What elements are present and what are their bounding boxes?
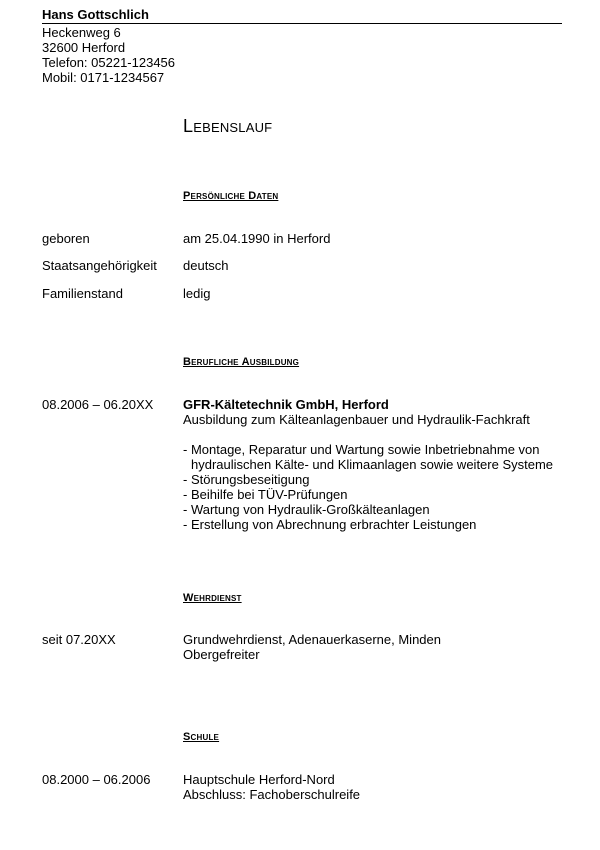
school-line: Hauptschule Herford-Nord bbox=[183, 772, 335, 787]
training-duty-item: - Wartung von Hydraulik-Großkälteanlagen bbox=[183, 502, 430, 517]
document-title: Lebenslauf bbox=[183, 116, 273, 136]
personal-label-nationality: Staatsangehörigkeit bbox=[42, 258, 157, 273]
training-duty-item: hydraulischen Kälte- und Klimaanlagen sowie weitere Systeme bbox=[191, 457, 554, 472]
section-heading-school: Schule bbox=[183, 731, 220, 743]
personal-label-birth: geboren bbox=[42, 231, 90, 246]
personal-value-nationality: deutsch bbox=[183, 258, 229, 273]
service-line: Obergefreiter bbox=[183, 647, 260, 662]
training-duty-item: - Erstellung von Abrechnung erbrachter Leistungen bbox=[183, 517, 477, 532]
personal-value-birth: am 25.04.1990 in Herford bbox=[183, 231, 331, 246]
personal-value-marital: ledig bbox=[183, 286, 211, 301]
training-duty-item: - Beihilfe bei TÜV-Prüfungen bbox=[183, 487, 348, 502]
service-date: seit 07.20XX bbox=[42, 632, 116, 647]
section-heading-personal: Persönliche Daten bbox=[183, 190, 279, 202]
school-date: 08.2000 – 06.2006 bbox=[42, 772, 151, 787]
training-company: GFR-Kältetechnik GmbH, Herford bbox=[183, 397, 389, 412]
personal-label-marital: Familienstand bbox=[42, 286, 123, 301]
header-divider bbox=[42, 23, 562, 24]
phone-number: Telefon: 05221-123456 bbox=[42, 55, 176, 70]
service-line: Grundwehrdienst, Adenauerkaserne, Minden bbox=[183, 632, 441, 647]
training-role: Ausbildung zum Kälteanlagenbauer und Hydraulik-Fachkraft bbox=[183, 412, 530, 427]
section-heading-service: Wehrdienst bbox=[183, 592, 242, 604]
service-details bbox=[183, 632, 441, 662]
training-duty-item: - Störungsbeseitigung bbox=[183, 472, 310, 487]
training-duty-item: - Montage, Reparatur und Wartung sowie Inbetriebnahme von bbox=[183, 442, 540, 457]
contact-block bbox=[42, 25, 175, 85]
address-city: 32600 Herford bbox=[42, 40, 126, 55]
address-street: Heckenweg 6 bbox=[42, 25, 121, 40]
training-details bbox=[183, 397, 553, 532]
training-date: 08.2006 – 06.20XX bbox=[42, 397, 154, 412]
section-heading-training: Berufliche Ausbildung bbox=[183, 356, 300, 368]
applicant-name: Hans Gottschlich bbox=[42, 7, 149, 22]
school-line: Abschluss: Fachoberschulreife bbox=[183, 787, 361, 802]
mobile-number: Mobil: 0171-1234567 bbox=[42, 70, 165, 85]
school-details bbox=[183, 772, 360, 802]
